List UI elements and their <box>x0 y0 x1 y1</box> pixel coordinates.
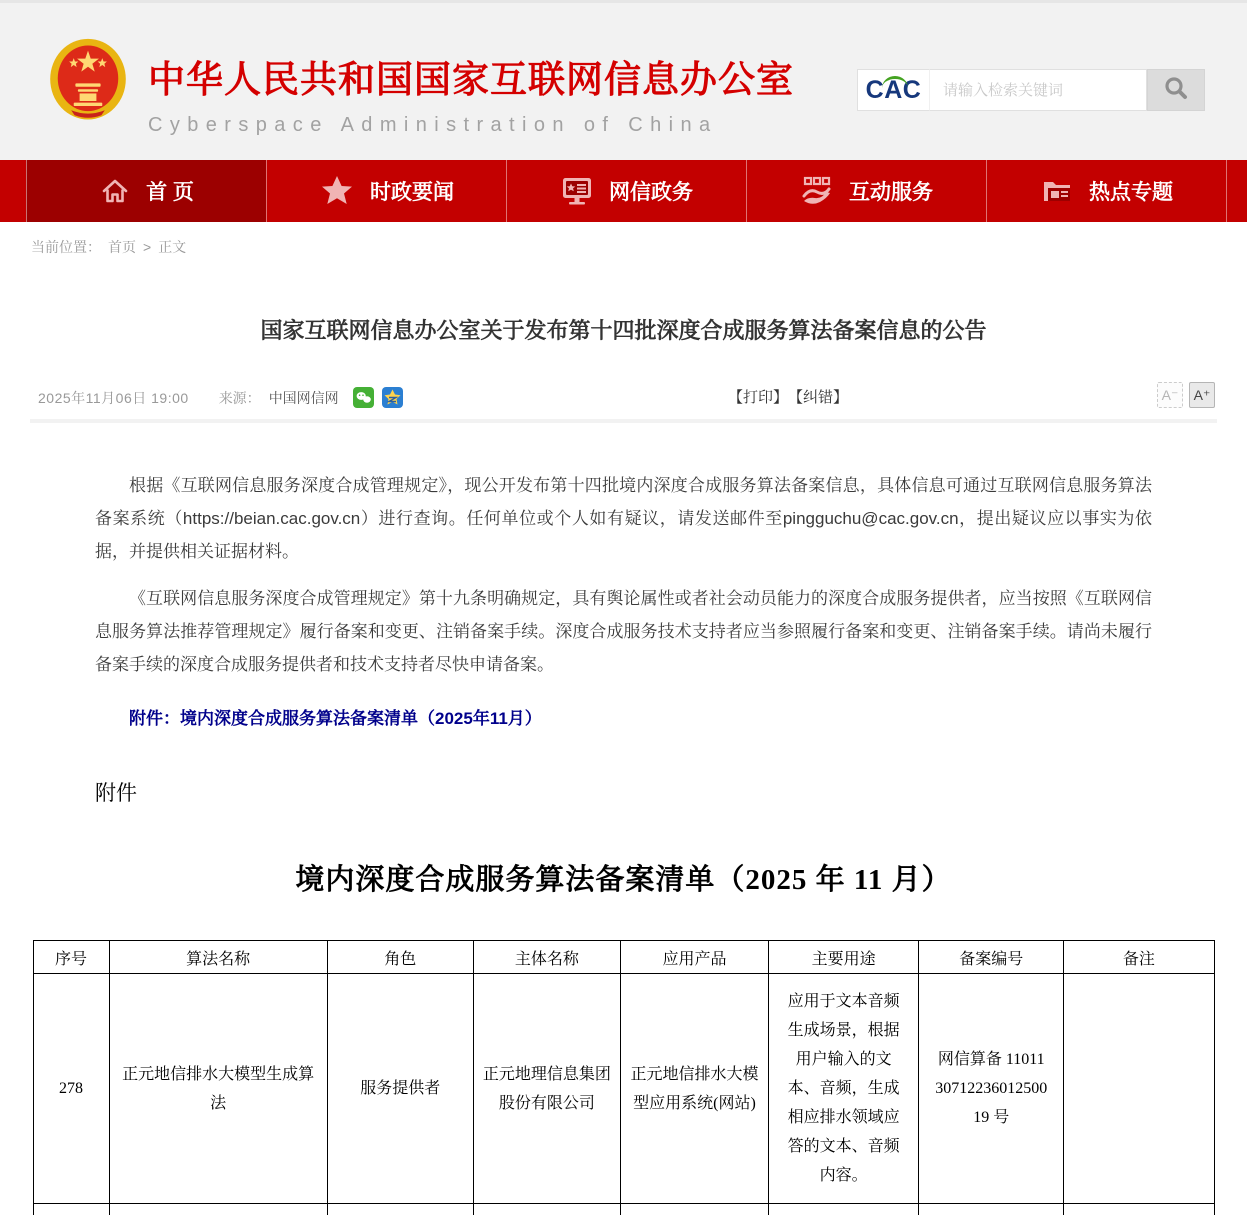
attachment-link[interactable]: 附件：境内深度合成服务算法备案清单（2025年11月） <box>129 709 542 728</box>
nav-item-egov[interactable] <box>506 160 746 222</box>
nav-left-pad <box>0 160 26 222</box>
article-body <box>30 469 1217 735</box>
meta-divider <box>30 419 1217 423</box>
breadcrumb-label: 当前位置： <box>31 239 101 255</box>
col-header-product: 应用产品 <box>620 941 768 974</box>
meta-left <box>38 387 403 408</box>
cell-purpose: 应用于文本音频生成场景，根据用户输入的文本、音频，生成相应排水领域应答的文本、音频内容。 <box>769 974 919 1204</box>
cell-algorithm: 正元地信排水大模型生成算法 <box>109 974 327 1204</box>
table-header-row <box>33 941 1214 974</box>
nav-item-label: 互动服务 <box>849 181 933 204</box>
site-header <box>0 0 1247 160</box>
search-icon <box>1163 76 1189 105</box>
nav-item-news[interactable] <box>266 160 506 222</box>
filing-table <box>33 940 1215 1215</box>
col-header-role: 角色 <box>327 941 473 974</box>
font-increase-button[interactable]: A⁺ <box>1189 382 1215 408</box>
nav-item-label: 热点专题 <box>1089 181 1173 204</box>
publish-date: 2025年11月06日 19:00 <box>38 389 189 406</box>
paragraph: 《互联网信息服务深度合成管理规定》第十九条明确规定，具有舆论属性或者社会动员能力的深度合成服务提供者，应当按照《互联网信息服务算法推荐管理规定》履行备案和变更、注销备案手续。深度合成服务技术支持者应当参照履行备案和变更、注销备案手续。请尚未履行备案手续的深度合成服务提供者和技术支持者尽快申请备案。 <box>95 589 1152 674</box>
nav-item-label: 网信政务 <box>609 181 693 204</box>
interaction-icon <box>800 174 834 208</box>
search-input[interactable] <box>929 69 1147 111</box>
attachment-paragraph <box>95 702 1152 735</box>
font-decrease-button[interactable]: A⁻ <box>1157 382 1183 408</box>
correct-button[interactable]: 【纠错】 <box>788 389 849 406</box>
wechat-icon[interactable] <box>353 387 374 408</box>
nav-item-interaction[interactable] <box>746 160 986 222</box>
print-button[interactable]: 【打印】 <box>728 389 789 406</box>
nav-item-topics[interactable] <box>986 160 1226 222</box>
nav-item-home[interactable] <box>26 160 266 222</box>
col-header-remarks: 备注 <box>1064 941 1214 974</box>
cell-product: 正元地信排水大模型应用系统(网站) <box>620 974 768 1204</box>
cell-filing-no: 网信算备 110113071223601250019 号 <box>919 974 1064 1204</box>
col-header-entity: 主体名称 <box>473 941 620 974</box>
cell-role: 服务提供者 <box>327 974 473 1204</box>
table-row <box>33 974 1214 1204</box>
col-header-algorithm: 算法名称 <box>109 941 327 974</box>
nav-item-label: 时政要闻 <box>370 181 454 204</box>
search-button[interactable] <box>1147 69 1205 111</box>
col-header-purpose: 主要用途 <box>769 941 919 974</box>
nav-right-pad <box>1226 160 1247 222</box>
source-link[interactable]: 中国网信网 <box>268 389 339 406</box>
breadcrumb <box>0 222 1247 272</box>
qzone-icon[interactable] <box>382 387 403 408</box>
article-title: 国家互联网信息办公室关于发布第十四批深度合成服务算法备案信息的公告 <box>260 318 987 343</box>
breadcrumb-separator: > <box>143 239 152 255</box>
attachment-label: 附件 <box>95 781 137 805</box>
font-size-controls <box>1157 382 1215 408</box>
star-icon <box>319 173 355 209</box>
table-title: 境内深度合成服务算法备案清单（2025 年 11 月） <box>295 864 952 896</box>
attachment-section <box>30 777 1217 1215</box>
article-main <box>0 314 1247 1215</box>
nav-item-label: 首 页 <box>146 181 194 204</box>
cell-entity: 正元地理信息集团股份有限公司 <box>473 974 620 1204</box>
site-title: 中华人民共和国国家互联网信息办公室 <box>148 59 794 100</box>
col-header-seq: 序号 <box>33 941 109 974</box>
meta-actions <box>728 386 848 407</box>
table-row-partial <box>33 1204 1214 1215</box>
national-emblem-icon <box>46 35 130 125</box>
cac-logo-text: CAC <box>865 75 922 104</box>
site-titles <box>148 49 794 137</box>
article-meta <box>30 382 1217 410</box>
breadcrumb-home-link[interactable]: 首页 <box>108 239 136 255</box>
site-subtitle: Cyberspace Administration of China <box>148 114 718 136</box>
source-label: 来源： <box>218 389 261 406</box>
col-header-filing-no: 备案编号 <box>919 941 1064 974</box>
cac-logo <box>857 69 929 111</box>
folder-icon <box>1040 174 1074 208</box>
paragraph: 根据《互联网信息服务深度合成管理规定》，现公开发布第十四批境内深度合成服务算法备案信息，具体信息可通过互联网信息服务算法备案系统（https://beian.cac.gov.cn）进行查询。任何单位或个人如有疑议，请发送邮件至pingguchu@cac.gov.cn，提出疑议应以事实为依据，并提供相关证据材料。 <box>95 476 1152 561</box>
monitor-icon <box>560 174 594 208</box>
search-bar <box>857 69 1205 111</box>
cell-remarks <box>1064 974 1214 1204</box>
main-nav <box>0 160 1247 222</box>
breadcrumb-current: 正文 <box>158 239 187 255</box>
cell-seq: 278 <box>33 974 109 1204</box>
home-icon <box>99 175 131 207</box>
